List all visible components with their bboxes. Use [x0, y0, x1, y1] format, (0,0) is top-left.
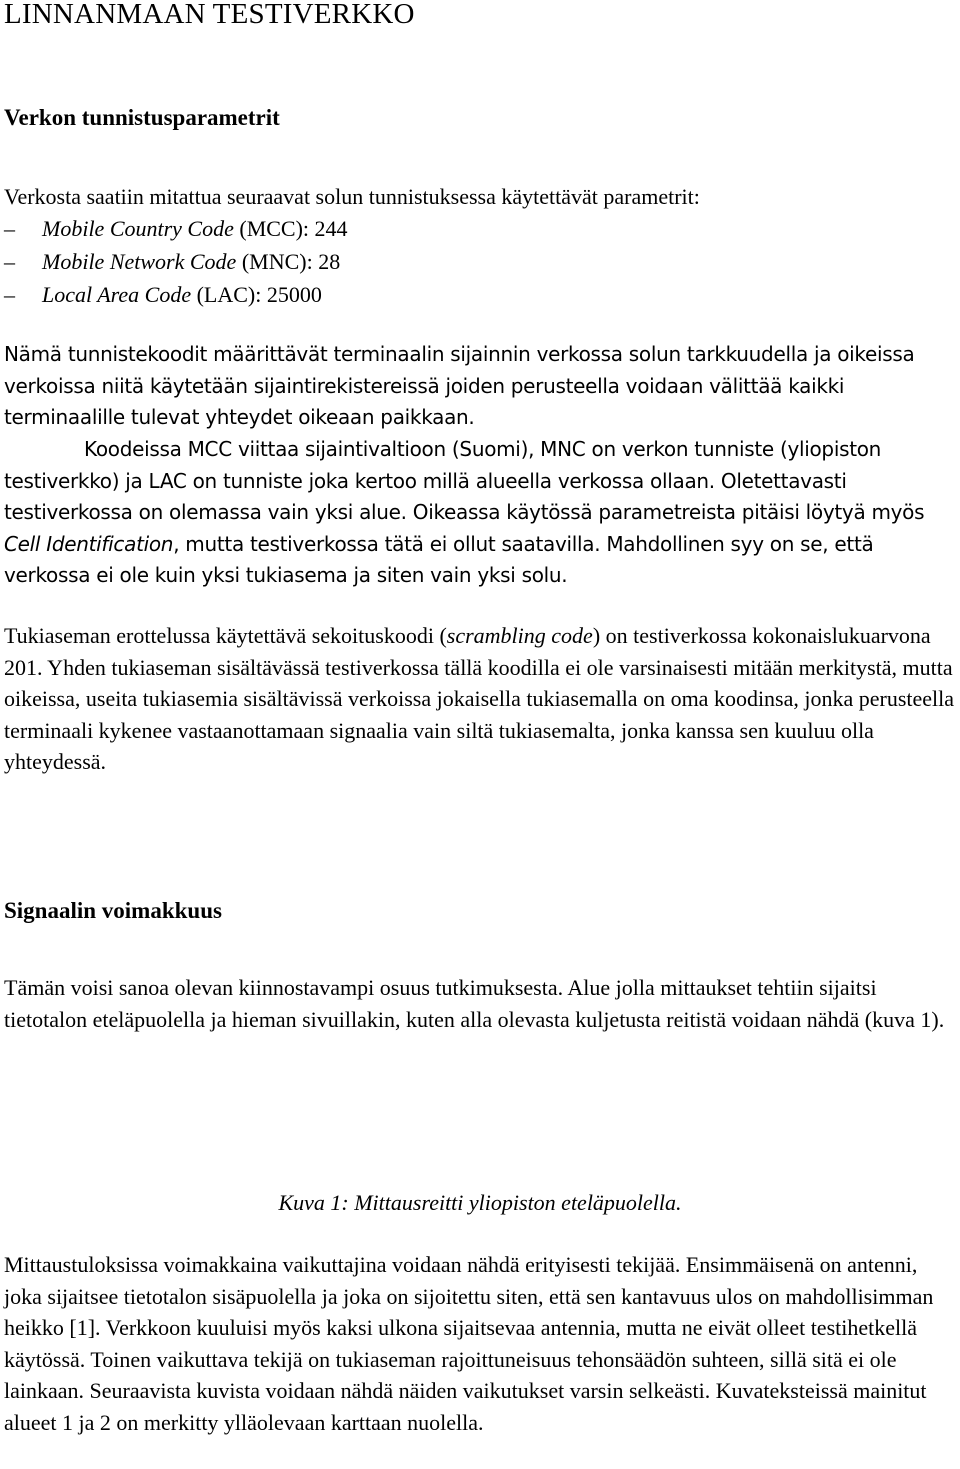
paragraph-scrambling-code — [4, 620, 956, 778]
section-heading-signal: Signaalin voimakkuus — [4, 898, 222, 923]
page-title: LINNANMAAN TESTIVERKKO — [4, 0, 415, 30]
text-run: ) on testiverkossa kokonaislukuarvona 201. Yhden tukiaseman sisältävässä testiverkossa tällä koodilla ei ole varsinaisesti mitään merkitystä, mutta oikeissa, useita tukiasemia sisältävissä verkoissa jokaisella tukiasemalla on oma koodinsa, jonka perusteella terminaali kykenee vastaanottamaan signaalia vain siltä tukiasemalta, jonka kanssa sen kuuluu olla yhteydessä. — [4, 623, 955, 774]
text-run: Koodeissa MCC viittaa sijaintivaltioon (Suomi), MNC on verkon tunniste (yliopiston testiverkko) ja LAC on tunniste joka kertoo millä alueella verkossa ollaan. Oletettavasti testiverkossa on olemassa vain yksi alue. Oikeassa käytössä parametreista pitäisi löytyä myös — [4, 437, 925, 524]
list-dash: – — [4, 282, 15, 307]
param-name: Mobile Network Code — [42, 249, 237, 274]
param-value: (MNC): 28 — [236, 249, 341, 274]
section-heading-parameters: Verkon tunnistusparametrit — [4, 105, 280, 130]
paragraph-results: Mittaustuloksissa voimakkaina vaikuttajina voidaan nähdä erityisesti tekijää. Ensimmäisenä on antenni, joka sijaitsee tietotalon sisäpuolella ja joka on sijoitettu siten, että sen kantavuus ulos on mahdollisimman heikko [1]. Verkkoon kuuluisi myös kaksi ulkona sijaitsevaa antennia, mutta ne eivät olleet testihetkellä käytössä. Toinen vaikuttava tekijä on tukiaseman rajoittuneisuus tehonsäädön suhteen, sillä sitä ei ole lainkaan. Seuraavista kuvista voidaan nähdä näiden vaikutukset varsin selkeästi. Kuvateksteissä mainitut alueet 1 ja 2 on merkitty ylläolevaan karttaan nuolella. — [4, 1252, 934, 1435]
intro-paragraph: Verkosta saatiin mitattua seuraavat solun tunnistuksessa käytettävät parametrit: — [4, 184, 700, 209]
list-dash: – — [4, 216, 15, 241]
paragraph-code-meanings — [4, 434, 956, 592]
paragraph-location-codes: Nämä tunnistekoodit määrittävät terminaalin sijainnin verkossa solun tarkkuudella ja oikeissa verkoissa niitä käytetään sijaintirekistereissä joiden perusteella voidaan välittää kaikki terminaalille tulevat yhteydet oikeaan paikkaan. — [4, 342, 915, 429]
param-value: (LAC): 25000 — [191, 282, 322, 307]
italic-term: scrambling code — [446, 623, 593, 648]
parameter-list — [4, 212, 956, 311]
figure-caption: Kuva 1: Mittausreitti yliopiston eteläpuolella. — [278, 1190, 682, 1215]
param-value: (MCC): 244 — [233, 216, 348, 241]
param-name: Mobile Country Code — [42, 216, 234, 241]
list-dash: – — [4, 249, 15, 274]
italic-term: Cell Identification — [4, 531, 174, 556]
list-item — [4, 212, 956, 245]
paragraph-measurement-area: Tämän voisi sanoa olevan kiinnostavampi osuus tutkimuksesta. Alue jolla mittaukset tehtiin sijaitsi tietotalon eteläpuolella ja hieman sivuillakin, kuten alla olevasta kuljetusta reitistä voidaan nähdä (kuva 1). — [4, 975, 945, 1032]
text-run: Tukiaseman erottelussa käytettävä sekoituskoodi ( — [4, 623, 447, 648]
list-item — [4, 278, 956, 311]
text-run: , mutta testiverkossa tätä ei ollut saatavilla. Mahdollinen syy on se, että verkossa ei ole kuin yksi tukiasema ja siten vain yksi solu. — [4, 531, 874, 587]
param-name: Local Area Code — [42, 282, 192, 307]
list-item — [4, 245, 956, 278]
